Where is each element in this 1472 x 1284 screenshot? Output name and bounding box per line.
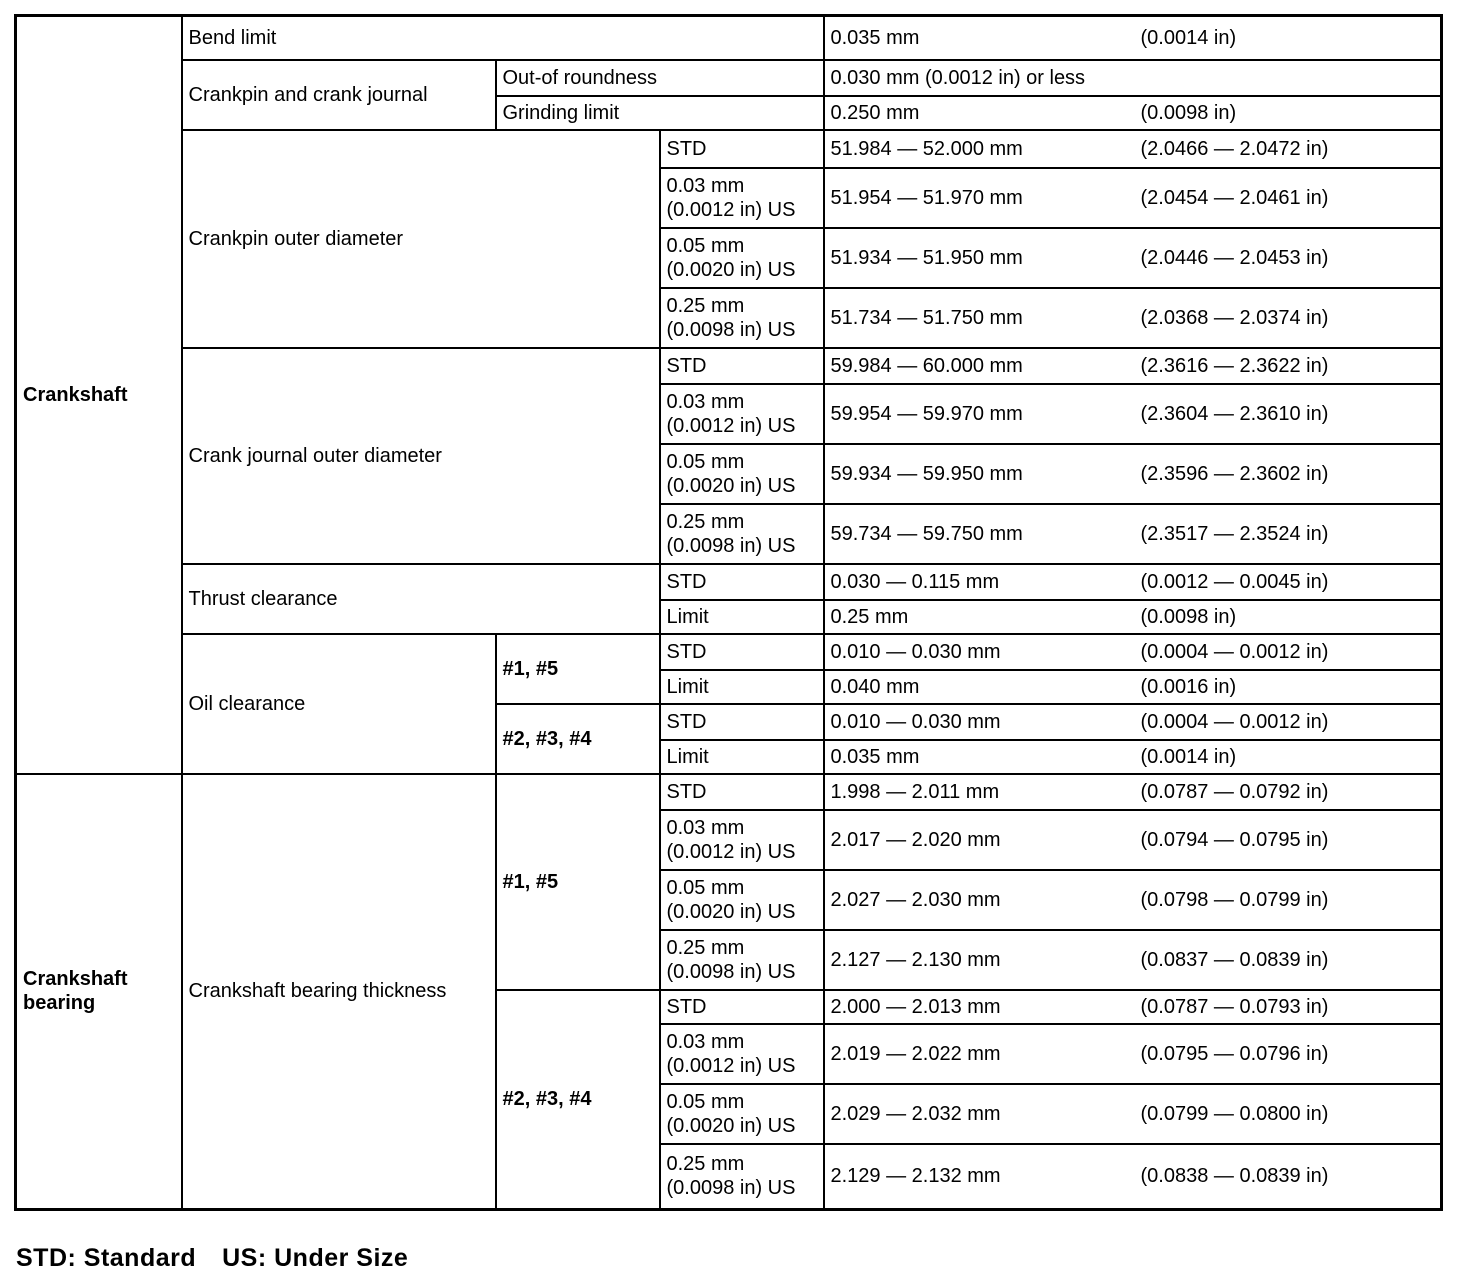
table-row bbox=[16, 634, 1442, 670]
value-cell: 51.954 — 51.970 mm (2.0454 — 2.0461 in) bbox=[824, 168, 1442, 228]
size-cell: STD bbox=[660, 990, 824, 1024]
size-cell: 0.03 mm (0.0012 in) US bbox=[660, 168, 824, 228]
value-cell: 0.030 — 0.115 mm (0.0012 — 0.0045 in) bbox=[824, 564, 1442, 600]
table-row bbox=[16, 16, 1442, 60]
value-cell: 2.000 — 2.013 mm (0.0787 — 0.0793 in) bbox=[824, 990, 1442, 1024]
crankpin-journal-label: Crankpin and crank journal bbox=[182, 60, 496, 130]
size-cell: Limit bbox=[660, 740, 824, 774]
value-cell: 0.010 — 0.030 mm (0.0004 — 0.0012 in) bbox=[824, 634, 1442, 670]
spec-table bbox=[14, 14, 1443, 1211]
size-cell: 0.03 mm (0.0012 in) US bbox=[660, 810, 824, 870]
size-cell: Limit bbox=[660, 600, 824, 634]
value-cell: 1.998 — 2.011 mm (0.0787 — 0.0792 in) bbox=[824, 774, 1442, 810]
size-cell: 0.25 mm (0.0098 in) US bbox=[660, 1144, 824, 1210]
table-row bbox=[16, 774, 1442, 810]
legend-us: US: Under Size bbox=[222, 1244, 409, 1272]
size-cell: 0.25 mm (0.0098 in) US bbox=[660, 288, 824, 348]
size-cell: 0.05 mm (0.0020 in) US bbox=[660, 444, 824, 504]
value-cell: 2.017 — 2.020 mm (0.0794 — 0.0795 in) bbox=[824, 810, 1442, 870]
value-cell: 59.984 — 60.000 mm (2.3616 — 2.3622 in) bbox=[824, 348, 1442, 384]
journal-od-label: Crank journal outer diameter bbox=[182, 348, 660, 564]
value-cell: 0.035 mm (0.0014 in) bbox=[824, 16, 1442, 60]
oil-label: Oil clearance bbox=[182, 634, 496, 774]
value-cell: 2.029 — 2.032 mm (0.0799 — 0.0800 in) bbox=[824, 1084, 1442, 1144]
value-cell: 59.934 — 59.950 mm (2.3596 — 2.3602 in) bbox=[824, 444, 1442, 504]
value-cell: 0.010 — 0.030 mm (0.0004 — 0.0012 in) bbox=[824, 704, 1442, 740]
value-cell: 2.027 — 2.030 mm (0.0798 — 0.0799 in) bbox=[824, 870, 1442, 930]
size-cell: Limit bbox=[660, 670, 824, 704]
size-cell: 0.05 mm (0.0020 in) US bbox=[660, 1084, 824, 1144]
value-cell: 59.734 — 59.750 mm (2.3517 — 2.3524 in) bbox=[824, 504, 1442, 564]
table-row bbox=[16, 130, 1442, 168]
size-cell: 0.03 mm (0.0012 in) US bbox=[660, 384, 824, 444]
journal-group-label: #1, #5 bbox=[496, 634, 660, 704]
size-cell: STD bbox=[660, 774, 824, 810]
size-cell: 0.03 mm (0.0012 in) US bbox=[660, 1024, 824, 1084]
out-of-roundness-label: Out-of roundness bbox=[496, 60, 824, 96]
value-cell: 51.734 — 51.750 mm (2.0368 — 2.0374 in) bbox=[824, 288, 1442, 348]
legend-footer bbox=[16, 1244, 434, 1273]
section-bearing: Crankshaft bearing bbox=[16, 774, 182, 1210]
journal-group-label: #1, #5 bbox=[496, 774, 660, 990]
journal-group-label: #2, #3, #4 bbox=[496, 704, 660, 774]
value-cell: 0.030 mm (0.0012 in) or less bbox=[824, 60, 1442, 96]
size-cell: 0.25 mm (0.0098 in) US bbox=[660, 504, 824, 564]
value-cell: 51.934 — 51.950 mm (2.0446 — 2.0453 in) bbox=[824, 228, 1442, 288]
bearing-thickness-label: Crankshaft bearing thickness bbox=[182, 774, 496, 1210]
crankpin-od-label: Crankpin outer diameter bbox=[182, 130, 660, 348]
section-crankshaft: Crankshaft bbox=[16, 16, 182, 774]
value-cell: 2.129 — 2.132 mm (0.0838 — 0.0839 in) bbox=[824, 1144, 1442, 1210]
thrust-label: Thrust clearance bbox=[182, 564, 660, 634]
value-cell: 59.954 — 59.970 mm (2.3604 — 2.3610 in) bbox=[824, 384, 1442, 444]
table-row bbox=[16, 348, 1442, 384]
value-cell: 2.127 — 2.130 mm (0.0837 — 0.0839 in) bbox=[824, 930, 1442, 990]
bend-limit-label: Bend limit bbox=[182, 16, 824, 60]
value-cell: 2.019 — 2.022 mm (0.0795 — 0.0796 in) bbox=[824, 1024, 1442, 1084]
table-row bbox=[16, 60, 1442, 96]
grinding-limit-label: Grinding limit bbox=[496, 96, 824, 130]
legend-std: STD: Standard bbox=[16, 1244, 197, 1272]
size-cell: STD bbox=[660, 634, 824, 670]
journal-group-label: #2, #3, #4 bbox=[496, 990, 660, 1210]
size-cell: STD bbox=[660, 704, 824, 740]
size-cell: STD bbox=[660, 130, 824, 168]
value-cell: 0.25 mm (0.0098 in) bbox=[824, 600, 1442, 634]
value-cell: 0.040 mm (0.0016 in) bbox=[824, 670, 1442, 704]
size-cell: 0.05 mm (0.0020 in) US bbox=[660, 228, 824, 288]
size-cell: STD bbox=[660, 348, 824, 384]
size-cell: 0.05 mm (0.0020 in) US bbox=[660, 870, 824, 930]
size-cell: 0.25 mm (0.0098 in) US bbox=[660, 930, 824, 990]
value-cell: 0.250 mm (0.0098 in) bbox=[824, 96, 1442, 130]
value-cell: 51.984 — 52.000 mm (2.0466 — 2.0472 in) bbox=[824, 130, 1442, 168]
size-cell: STD bbox=[660, 564, 824, 600]
table-row bbox=[16, 564, 1442, 600]
value-cell: 0.035 mm (0.0014 in) bbox=[824, 740, 1442, 774]
